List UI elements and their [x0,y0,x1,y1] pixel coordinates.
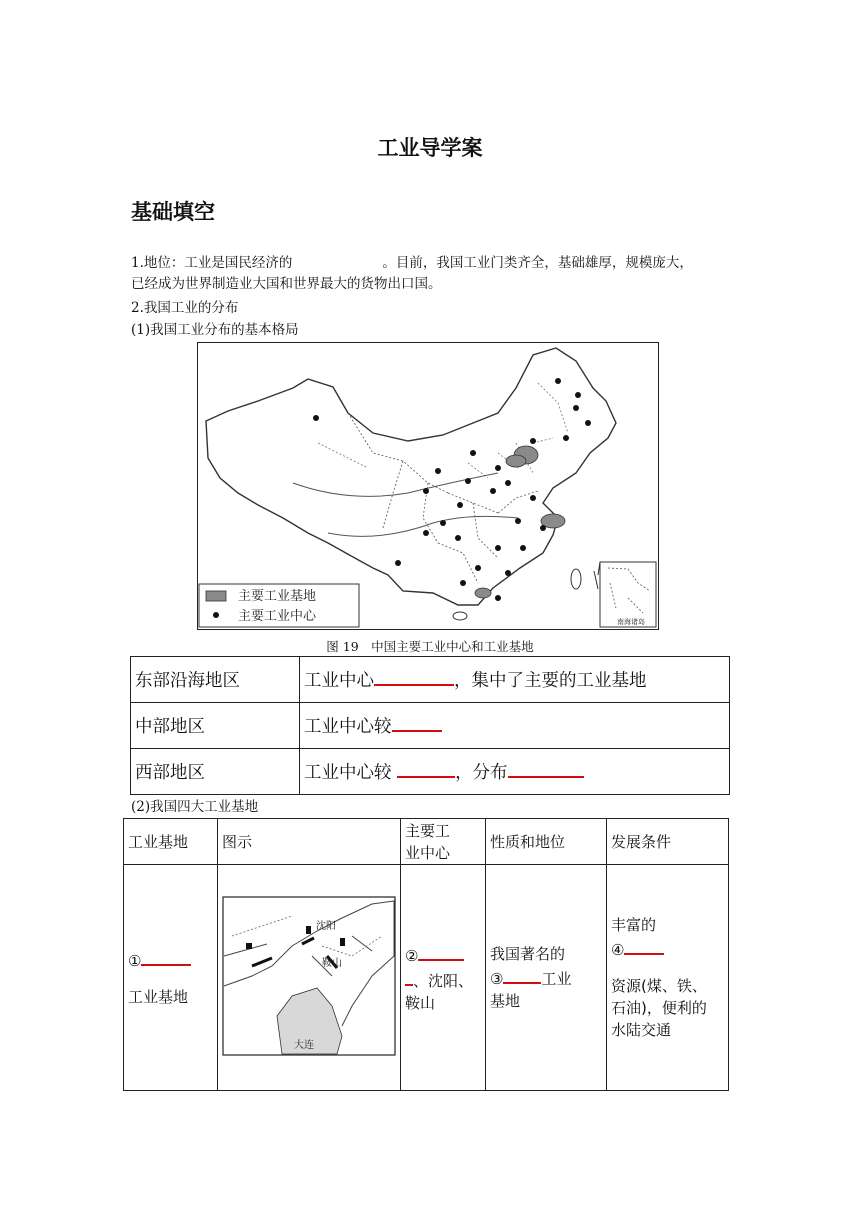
header-conditions: 发展条件 [607,819,729,865]
page-title: 工业导学案 [377,136,483,160]
map-caption: 图 19 中国主要工业中心和工业基地 [326,639,534,654]
label-shenyang: 沈阳 [316,920,336,932]
paragraph-2: 2.我国工业的分布 [131,300,239,316]
description-cell: 工业中心较 [300,703,730,749]
section-title: 基础填空 [131,200,215,224]
blank-2-center[interactable] [418,942,464,961]
table-header-row [124,819,729,865]
bases-table [123,818,729,1091]
p1-line2: 已经成为世界制造业大国和世界最大的货物出口国。 [131,276,442,292]
header-base: 工业基地 [124,819,218,865]
p1-end: 。目前，我国工业门类齐全，基础雄厚，规模庞大， [382,255,693,271]
blank-1-base[interactable] [141,947,191,966]
centers-cell: ② 、沈阳、 鞍山 [401,865,486,1091]
table-row [131,703,730,749]
paragraph-4: (2)我国四大工业基地 [131,799,259,815]
blank-west-2[interactable] [508,759,584,778]
paragraph-1 [131,253,731,295]
china-outline [206,348,616,605]
legend-base-label: 主要工业基地 [238,589,317,604]
header-centers: 主要工 业中心 [401,819,486,865]
table-row [124,865,729,1091]
table-row [131,657,730,703]
conditions-cell: 丰富的 ④ 资源(煤、铁、 石油)，便利的 水陆交通 [607,865,729,1091]
distribution-table [130,656,730,795]
header-nature: 性质和地位 [486,819,607,865]
region-cell: 东部沿海地区 [131,657,300,703]
blank-west-1[interactable] [397,759,455,778]
label-anshan: 鞍山 [322,957,342,969]
header-map: 图示 [218,819,401,865]
china-industry-map [197,342,659,630]
blank-3-nature[interactable] [503,965,541,984]
paragraph-3: (1)我国工业分布的基本格局 [131,322,299,338]
description-cell: 工业中心 ，集中了主要的工业基地 [300,657,730,703]
p1-start: 1.地位：工业是国民经济的 [131,255,293,271]
blank-east[interactable] [374,667,454,686]
table-row [131,749,730,795]
liaoning-map-cell [218,865,401,1091]
region-cell: 中部地区 [131,703,300,749]
legend-center-label: 主要工业中心 [238,609,317,624]
legend-center-dot [213,612,219,618]
base-cell: ① 工业基地 [124,865,218,1091]
blank-central[interactable] [392,713,442,732]
nature-cell: 我国著名的 ③ 工业 基地 [486,865,607,1091]
legend-base-swatch [206,591,226,601]
description-cell: 工业中心较 ，分布 [300,749,730,795]
label-dalian: 大连 [294,1039,314,1051]
blank-4-resource[interactable] [624,936,664,955]
inset-label: 南海诸岛 [617,618,645,626]
liaoning-map-svg [222,896,396,1056]
china-map-svg [198,343,657,628]
region-cell: 西部地区 [131,749,300,795]
